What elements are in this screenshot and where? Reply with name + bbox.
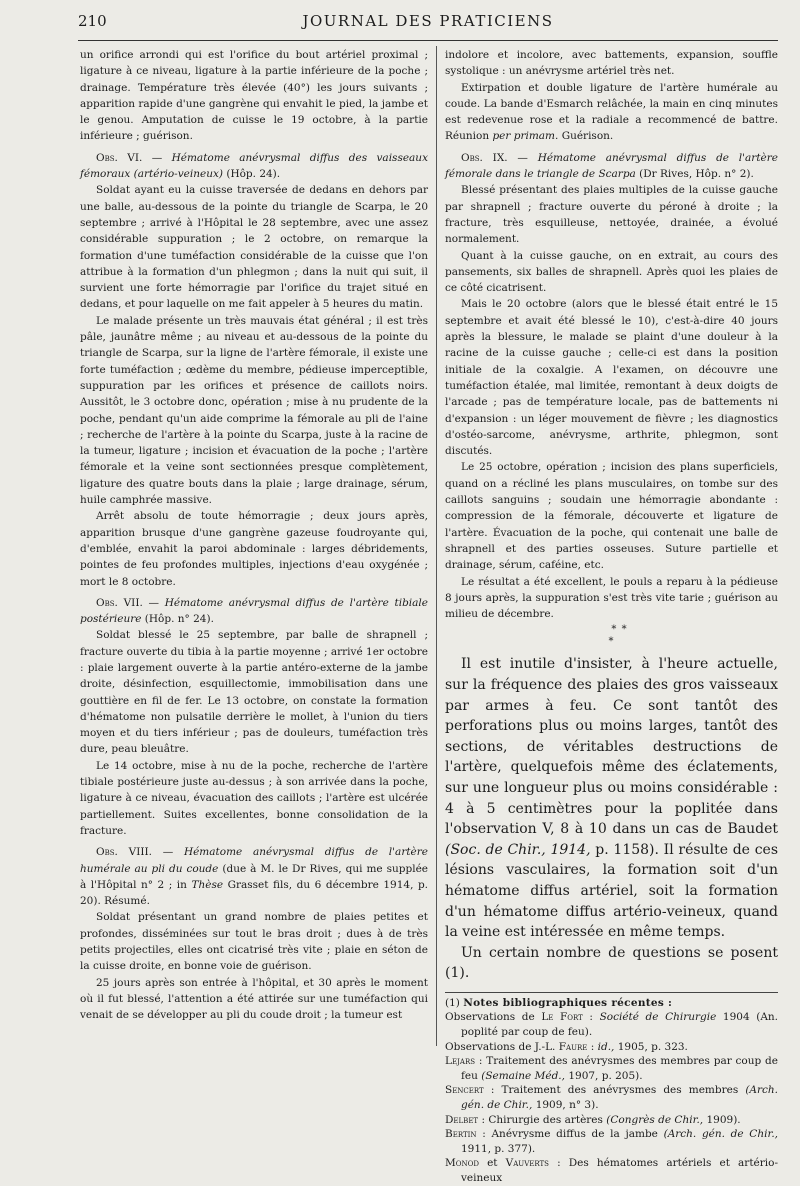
fn-text: 1905, p. 323. (617, 1040, 688, 1053)
fn-author: Vauverts (505, 1157, 549, 1170)
fn-author: Faure (558, 1040, 588, 1053)
fn-author: Le Fort (541, 1011, 583, 1024)
page-number: 210 (78, 12, 107, 30)
paragraph-end: Guérison. (561, 130, 614, 143)
footnote-number: (1) (445, 996, 460, 1009)
paragraph (445, 80, 778, 145)
footnote-rule (445, 992, 778, 993)
journal-title: JOURNAL DES PRATICIENS (302, 12, 554, 30)
fn-text: Observations de J.-L. (445, 1040, 556, 1053)
obs-ref: (Hôp. n° 24). (144, 613, 214, 626)
obs-9-heading (445, 150, 778, 183)
header-rule (78, 40, 778, 41)
paragraph: Arrêt absolu de toute hémorragie ; deux jours après, apparition brusque d'une gangrène gazeuse foudroyante qui, d'emblée, envahit la paroi abdominale : larges débridements, pointes de feu profondes multiples, injections d'eau oxygénée ; mort le 8 octobre. (80, 510, 428, 588)
page-header (78, 12, 778, 36)
section-asterism: * * * (608, 624, 628, 648)
paragraph: Blessé présentant des plaies multiples de la cuisse gauche par shrapnell ; fracture ouverte du péroné à droite ; la fracture, très esquilleuse, nettoyée, drainée, a évolué normalement. (445, 184, 778, 246)
obs-label: Obs. VIII. — (96, 846, 174, 859)
fn-text: 1907, p. 205). (568, 1069, 643, 1082)
fn-text: et (487, 1157, 498, 1170)
obs-8-heading (80, 844, 428, 909)
obs-ref-these: Thèse (191, 878, 224, 891)
fn-source: (Congrès de Chir., (606, 1113, 704, 1126)
obs-label: Obs. IX. — (461, 151, 528, 164)
footnote-entry (445, 1113, 778, 1128)
footnote-entry (445, 1083, 778, 1112)
obs-title: Hématome anévrysmal diffus de l'artère fémorale dans le triangle de Scarpa (445, 151, 778, 181)
fn-text: : Traitement des anévrysmes des membres (490, 1084, 739, 1097)
fn-text: 1909, n° 3). (535, 1099, 599, 1112)
paragraph: indolore et incolore, avec battements, expansion, souffle systolique : un anévrysme artériel très net. (445, 49, 778, 78)
footnote-entry (445, 1010, 778, 1039)
obs-6-heading (80, 150, 428, 183)
fn-source: (Semaine Méd., (481, 1069, 565, 1082)
fn-text: Observations de (445, 1011, 535, 1024)
fn-author: Delbet (445, 1113, 479, 1126)
obs-title: Hématome anévrysmal diffus de l'artère tibiale postérieure (80, 596, 428, 626)
obs-ref-end: Grasset fils, du 6 décembre 1914, p. 20). Résumé. (80, 878, 428, 908)
fn-text: : Des hématomes artériels et artério-veineux (461, 1157, 778, 1185)
obs-label: Obs. VII. — (96, 596, 160, 609)
paragraph: 25 jours après son entrée à l'hôpital, et 30 après le moment où il fut blessé, l'attention a été attirée sur une tuméfaction qui venait de se développer au pli du coude droit ; la tumeur est (80, 976, 428, 1022)
right-column (445, 47, 778, 1186)
obs-title: Hématome anévrysmal diffus de l'artère humérale au pli du coude (80, 846, 429, 875)
obs-ref: (Dr Rives, Hôp. n° 2). (639, 168, 754, 181)
obs-7-heading (80, 595, 428, 628)
obs-ref: (Hôp. 24). (226, 168, 281, 181)
paragraph: Le résultat a été excellent, le pouls a reparu à la pédieuse 8 jours après, la suppuration s'est très vite tarie ; guérison au milieu de décembre. (445, 575, 778, 621)
footnote-entry (445, 1156, 778, 1185)
fn-author: Monod (445, 1157, 479, 1170)
fn-text: 1909). (706, 1113, 741, 1126)
paragraph: Le malade présente un très mauvais état général ; il est très pâle, jaunâtre même ; au niveau et au-dessous de la pointe du triangle de Scarpa, sur la ligne de l'artère fémorale, il existe une forte tuméfaction ; œdème du membre, pédieuse imperceptible, suppuration par les orifices et présence de caillots noirs. Aussitôt, le 3 octobre donc, opération ; mise à nu prudente de la poche, pendant qu'un aide comprime la fémorale au pli de l'aine ; recherche de l'artère à la pointe du Scarpa, juste à la racine de la tumeur, ligature ; incision et évacuation de la poche ; l'artère fémorale et la veine sont sectionnées presque complètement, ligature des quatre bouts dans la plaie ; large drainage, sérum, huile camphrée massive. (80, 314, 428, 507)
italic-phrase: per primam. (492, 130, 559, 143)
obs-title: Hématome anévrysmal diffus des vaisseaux fémoraux (artério-veineux) (80, 151, 428, 181)
paragraph: Soldat présentant un grand nombre de plaies petites et profondes, disséminées sur tout le bras droit ; dues à de très petits projectiles, elles ont cicatrisé très vite ; plaie en séton de la cuisse droite, en bonne voie de guérison. (80, 911, 428, 973)
fn-source: id., (597, 1040, 615, 1053)
fn-author: Bertin (445, 1128, 477, 1141)
fn-author: Lejars (445, 1055, 476, 1068)
obs-ref: (due à M. le Dr Rives, qui me supplée à l'Hôpital n° 2 ; in (80, 862, 428, 891)
paragraph-text: Extirpation et double ligature de l'artère humérale au coude. La bande d'Esmarch relâchée, la main en cinq minutes est redevenue rose et la radiale a recommencé de battre. Réunion (445, 81, 778, 143)
column-separator (436, 46, 437, 1046)
footnote-entry (445, 1040, 778, 1055)
paragraph: Soldat ayant eu la cuisse traversée de dedans en dehors par une balle, au-dessous de la pointe du triangle de Scarpa, le 20 septembre ; arrivé à l'Hôpital le 28 septembre, avec une assez considérable suppuration ; le 2 octobre, on remarque la formation d'une tuméfaction considérable de la cuisse que l'on attribue à la formation d'un phlegmon ; dans la nuit qui suit, il survient une forte hémorragie par l'orifice du trajet situé en dedans, et pour laquelle on me fait appeler à 5 heures du matin. (80, 184, 428, 311)
fn-source: (Arch. gén. de Chir., (663, 1128, 779, 1141)
fn-text: : (589, 1011, 593, 1024)
paragraph: Le 14 octobre, mise à nu de la poche, recherche de l'artère tibiale postérieure juste au-dessus ; à son arrivée dans la poche, ligature à ce niveau, évacuation des caillots ; l'artère est ulcérée partiellement. Suites excellentes, bonne consolidation de la fracture. (80, 759, 428, 837)
discussion-paragraph-2: Un certain nombre de questions se posent (1). (445, 944, 778, 982)
paragraph: Quant à la cuisse gauche, on en extrait, au cours des pansements, six balles de shrapnell. Après quoi les plaies de ce côté cicatrisent. (445, 249, 778, 295)
paragraph: Mais le 20 octobre (alors que le blessé était entré le 15 septembre et avait été blessé le 10), c'est-à-dire 40 jours après la blessure, le malade se plaint d'une douleur à la racine de la cuisse gauche ; celle-ci est dans la position initiale de la coxalgie. A l'examen, on découvre une tuméfaction étalée, mal limitée, remontant à deux doigts de l'arcade ; pas de température locale, pas de battements ni d'expansion : un léger mouvement de fièvre ; les diagnostics d'ostéo-sarcome, anévrysme, arthrite, phlegmon, sont discutés. (445, 298, 778, 458)
discussion-text-end: p. 1158). Il résulte de ces lésions vasculaires, la formation soit d'un hématome diffus artériel, soit la formation d'un hématome diffus artério-veineux, quand la veine est intéressée en même temps. (445, 841, 778, 941)
fn-source: (Arch. gén. de Chir., (461, 1084, 778, 1112)
fn-text: : Chirurgie des artères (481, 1113, 603, 1126)
fn-text: : Traitement des anévrysmes des membres par coup de feu (461, 1055, 778, 1082)
discussion-ref: (Soc. de Chir., 1914, (445, 841, 591, 858)
footnote-title: Notes bibliographiques récentes : (463, 996, 673, 1009)
fn-text: 1904 (An. poplité par coup de feu). (461, 1011, 779, 1039)
fn-text: 1911, p. 377). (461, 1142, 536, 1155)
discussion-text: Il est inutile d'insister, à l'heure actuelle, sur la fréquence des plaies des gros vaisseaux par armes à feu. Ce sont tantôt des perforations plus ou moins larges, tantôt des sections, de véritables destructions de l'artère, quelquefois même des éclatements, sur une longueur plus ou moins considérable : 4 à 5 centimètres pour la poplitée dans l'observation V, 8 à 10 dans un cas de Baudet (445, 656, 778, 838)
obs-label: Obs. VI. — (96, 151, 163, 164)
fn-author: Sencert (445, 1084, 484, 1097)
footnote-heading (445, 996, 778, 1011)
fn-text: : Anévrysme diffus de la jambe (482, 1128, 658, 1141)
paragraph: Le 25 octobre, opération ; incision des plans superficiels, quand on a récliné les plans musculaires, on tombe sur des caillots sanguins ; soudain une hémorragie abondante : compression de la fémorale, découverte et ligature de l'artère. Évacuation de la poche, qui contenait une balle de shrapnell et des parties osseuses. Suture partielle et drainage, sérum, caféine, etc. (445, 461, 778, 572)
left-column (80, 47, 428, 1024)
discussion-paragraph (445, 654, 778, 942)
footnote-entry (445, 1054, 778, 1083)
fn-source: Société de Chirurgie (599, 1011, 717, 1024)
footnote-entry (445, 1127, 778, 1156)
paragraph: Soldat blessé le 25 septembre, par balle de shrapnell ; fracture ouverte du tibia à la partie moyenne ; arrivé 1er octobre : plaie largement ouverte à la partie antéro-externe de la jambe droite, désinfection, esquillectomie, immobilisation dans une gouttière en fil de fer. Le 13 octobre, on constate la formation d'hématome non pulsatile derrière le mollet, à l'union du tiers moyen et du tiers inférieur ; pas de douleurs, tuméfaction très dure, peau bleuâtre. (80, 629, 428, 756)
fn-text: : (590, 1040, 595, 1053)
paragraph: un orifice arrondi qui est l'orifice du bout artériel proximal ; ligature à ce niveau, ligature à la partie inférieure de la poche ; drainage. Température très élevée (40°) les jours suivants ; apparition rapide d'une gangrène qui envahit le pied, la jambe et le genou. Amputation de cuisse le 19 octobre, à la partie inférieure ; guérison. (80, 49, 428, 143)
